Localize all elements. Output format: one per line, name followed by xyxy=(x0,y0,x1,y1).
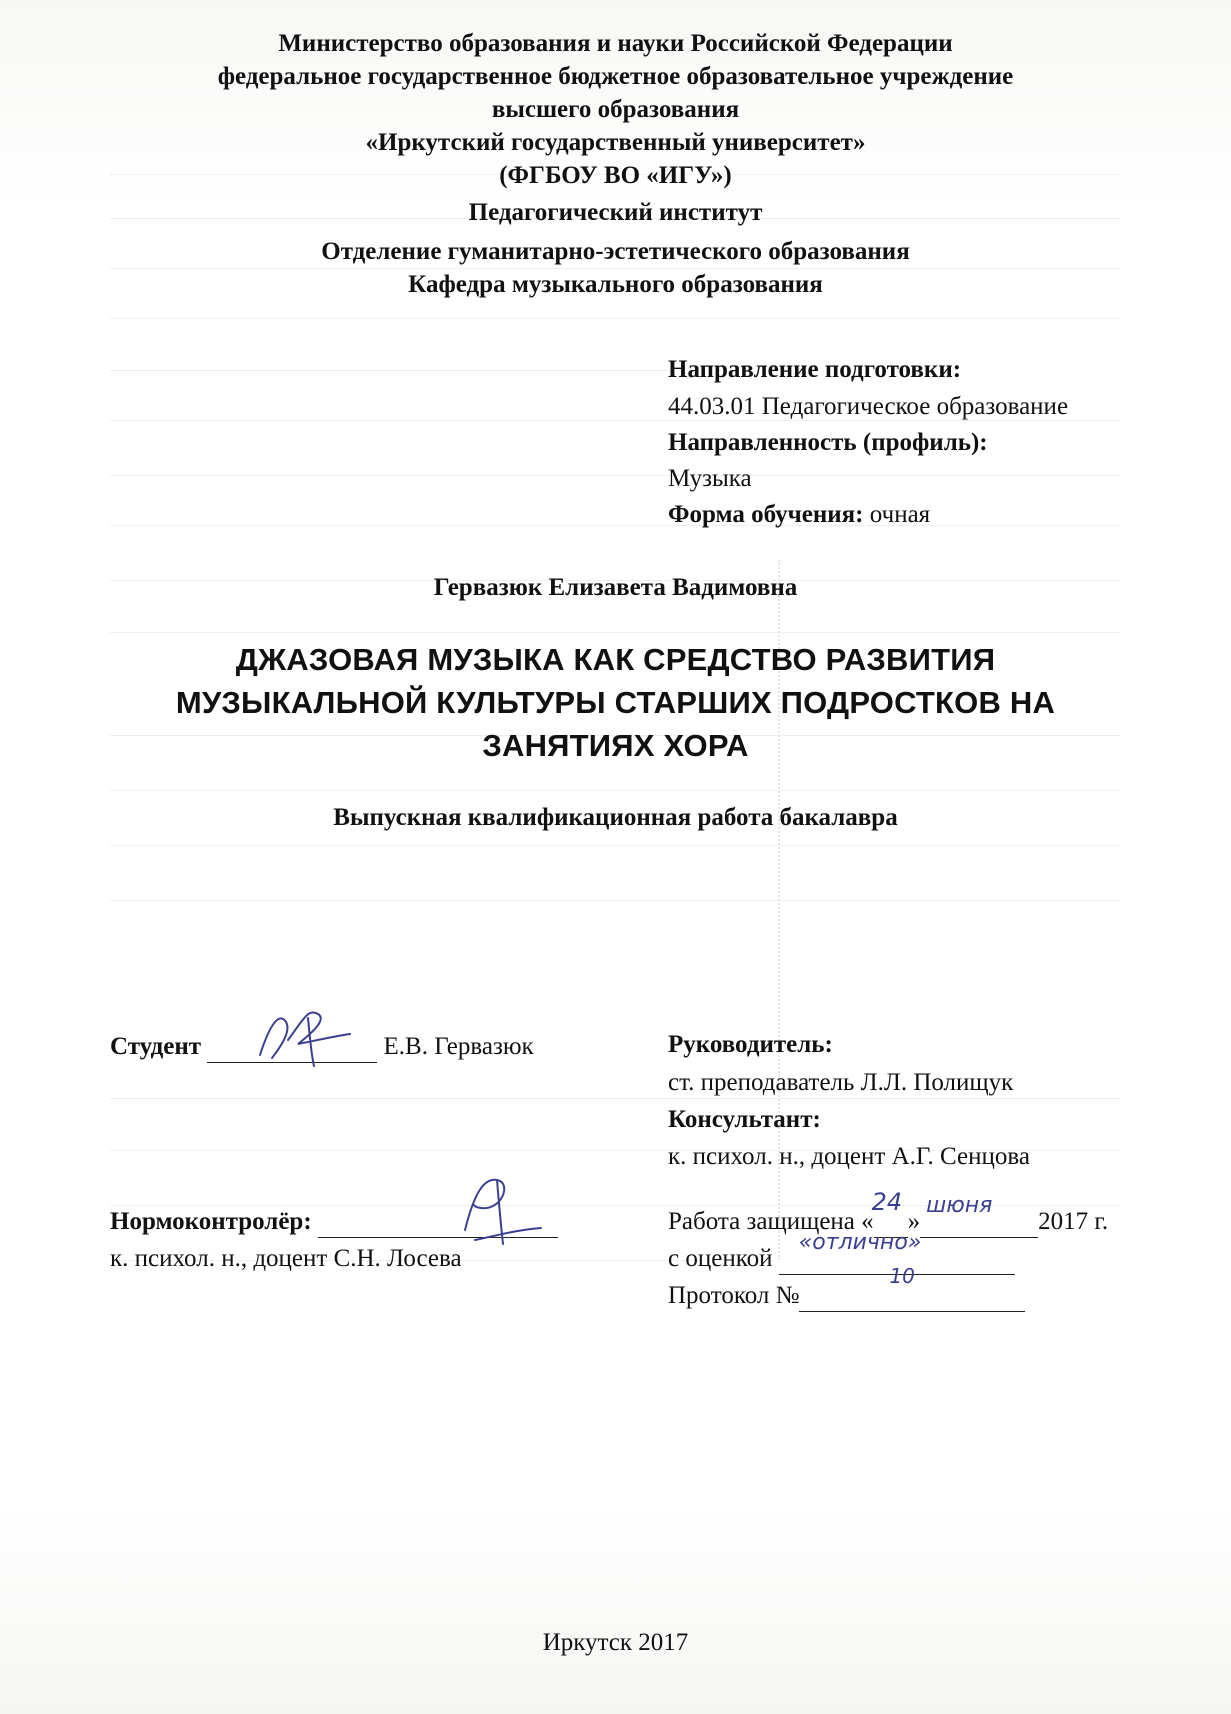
thesis-title-line-2: МУЗЫКАЛЬНОЙ КУЛЬТУРЫ СТАРШИХ ПОДРОСТКОВ НА xyxy=(175,685,1056,720)
department-name: Отделение гуманитарно-эстетического образования xyxy=(321,238,910,265)
protocol-label: Протокол № xyxy=(668,1282,800,1309)
defended-mid: » xyxy=(907,1208,921,1235)
university-name: «Иркутский государственный университет» xyxy=(365,129,866,156)
direction-label: Направление подготовки: xyxy=(668,356,962,383)
form-of-study xyxy=(668,500,930,530)
student-name: Е.В. Гервазюк xyxy=(383,1033,534,1060)
protocol-field xyxy=(799,1264,1025,1312)
institution-type-line: федеральное государственное бюджетное образовательное учреждение xyxy=(217,63,1014,90)
protocol-line xyxy=(668,1264,1025,1312)
city-year: Иркутск 2017 xyxy=(542,1629,689,1656)
normcontrol-label: Нормоконтролёр: xyxy=(110,1208,312,1235)
defended-prefix: Работа защищена « xyxy=(668,1208,874,1235)
ministry-line: Министерство образования и науки Российской Федерации xyxy=(278,30,953,57)
supervisor-label: Руководитель: xyxy=(668,1031,833,1058)
form-value: очная xyxy=(869,501,931,528)
chair-name: Кафедра музыкального образования xyxy=(408,271,823,298)
defended-month: шюня xyxy=(926,1193,993,1218)
grade-line xyxy=(668,1230,1015,1275)
defended-year: 2017 г. xyxy=(1038,1208,1109,1235)
consultant-value: к. психол. н., доцент А.Г. Сенцова xyxy=(668,1143,1030,1170)
student-label: Студент xyxy=(110,1033,202,1060)
thesis-title-line-3: ЗАНЯТИЯХ ХОРА xyxy=(482,728,749,763)
protocol-value: 10 xyxy=(889,1264,915,1288)
profile-value: Музыка xyxy=(668,465,752,492)
grade-value: «отлично» xyxy=(798,1230,922,1255)
defended-day: 24 xyxy=(871,1188,903,1216)
consultant-label: Консультант: xyxy=(668,1106,821,1133)
thesis-title-line-1: ДЖАЗОВАЯ МУЗЫКА КАК СРЕДСТВО РАЗВИТИЯ xyxy=(235,642,996,677)
grade-label: с оценкой xyxy=(668,1245,773,1272)
institute-name: Педагогический институт xyxy=(468,199,763,226)
work-type: Выпускная квалификационная работа бакалавра xyxy=(333,804,898,831)
normcontrol-value: к. психол. н., доцент С.Н. Лосева xyxy=(110,1245,462,1272)
author-name: Гервазюк Елизавета Вадимовна xyxy=(433,574,798,601)
university-abbreviation: (ФГБОУ ВО «ИГУ») xyxy=(499,162,732,189)
direction-value: 44.03.01 Педагогическое образование xyxy=(668,393,1069,420)
institution-level-line: высшего образования xyxy=(491,96,740,123)
form-label: Форма обучения: xyxy=(668,501,864,528)
normcontrol-signature xyxy=(445,1170,555,1250)
supervisor-value: ст. преподаватель Л.Л. Полищук xyxy=(668,1069,1014,1096)
profile-label: Направленность (профиль): xyxy=(668,429,988,456)
student-signature xyxy=(248,1000,358,1070)
defended-month-field xyxy=(920,1193,1038,1238)
